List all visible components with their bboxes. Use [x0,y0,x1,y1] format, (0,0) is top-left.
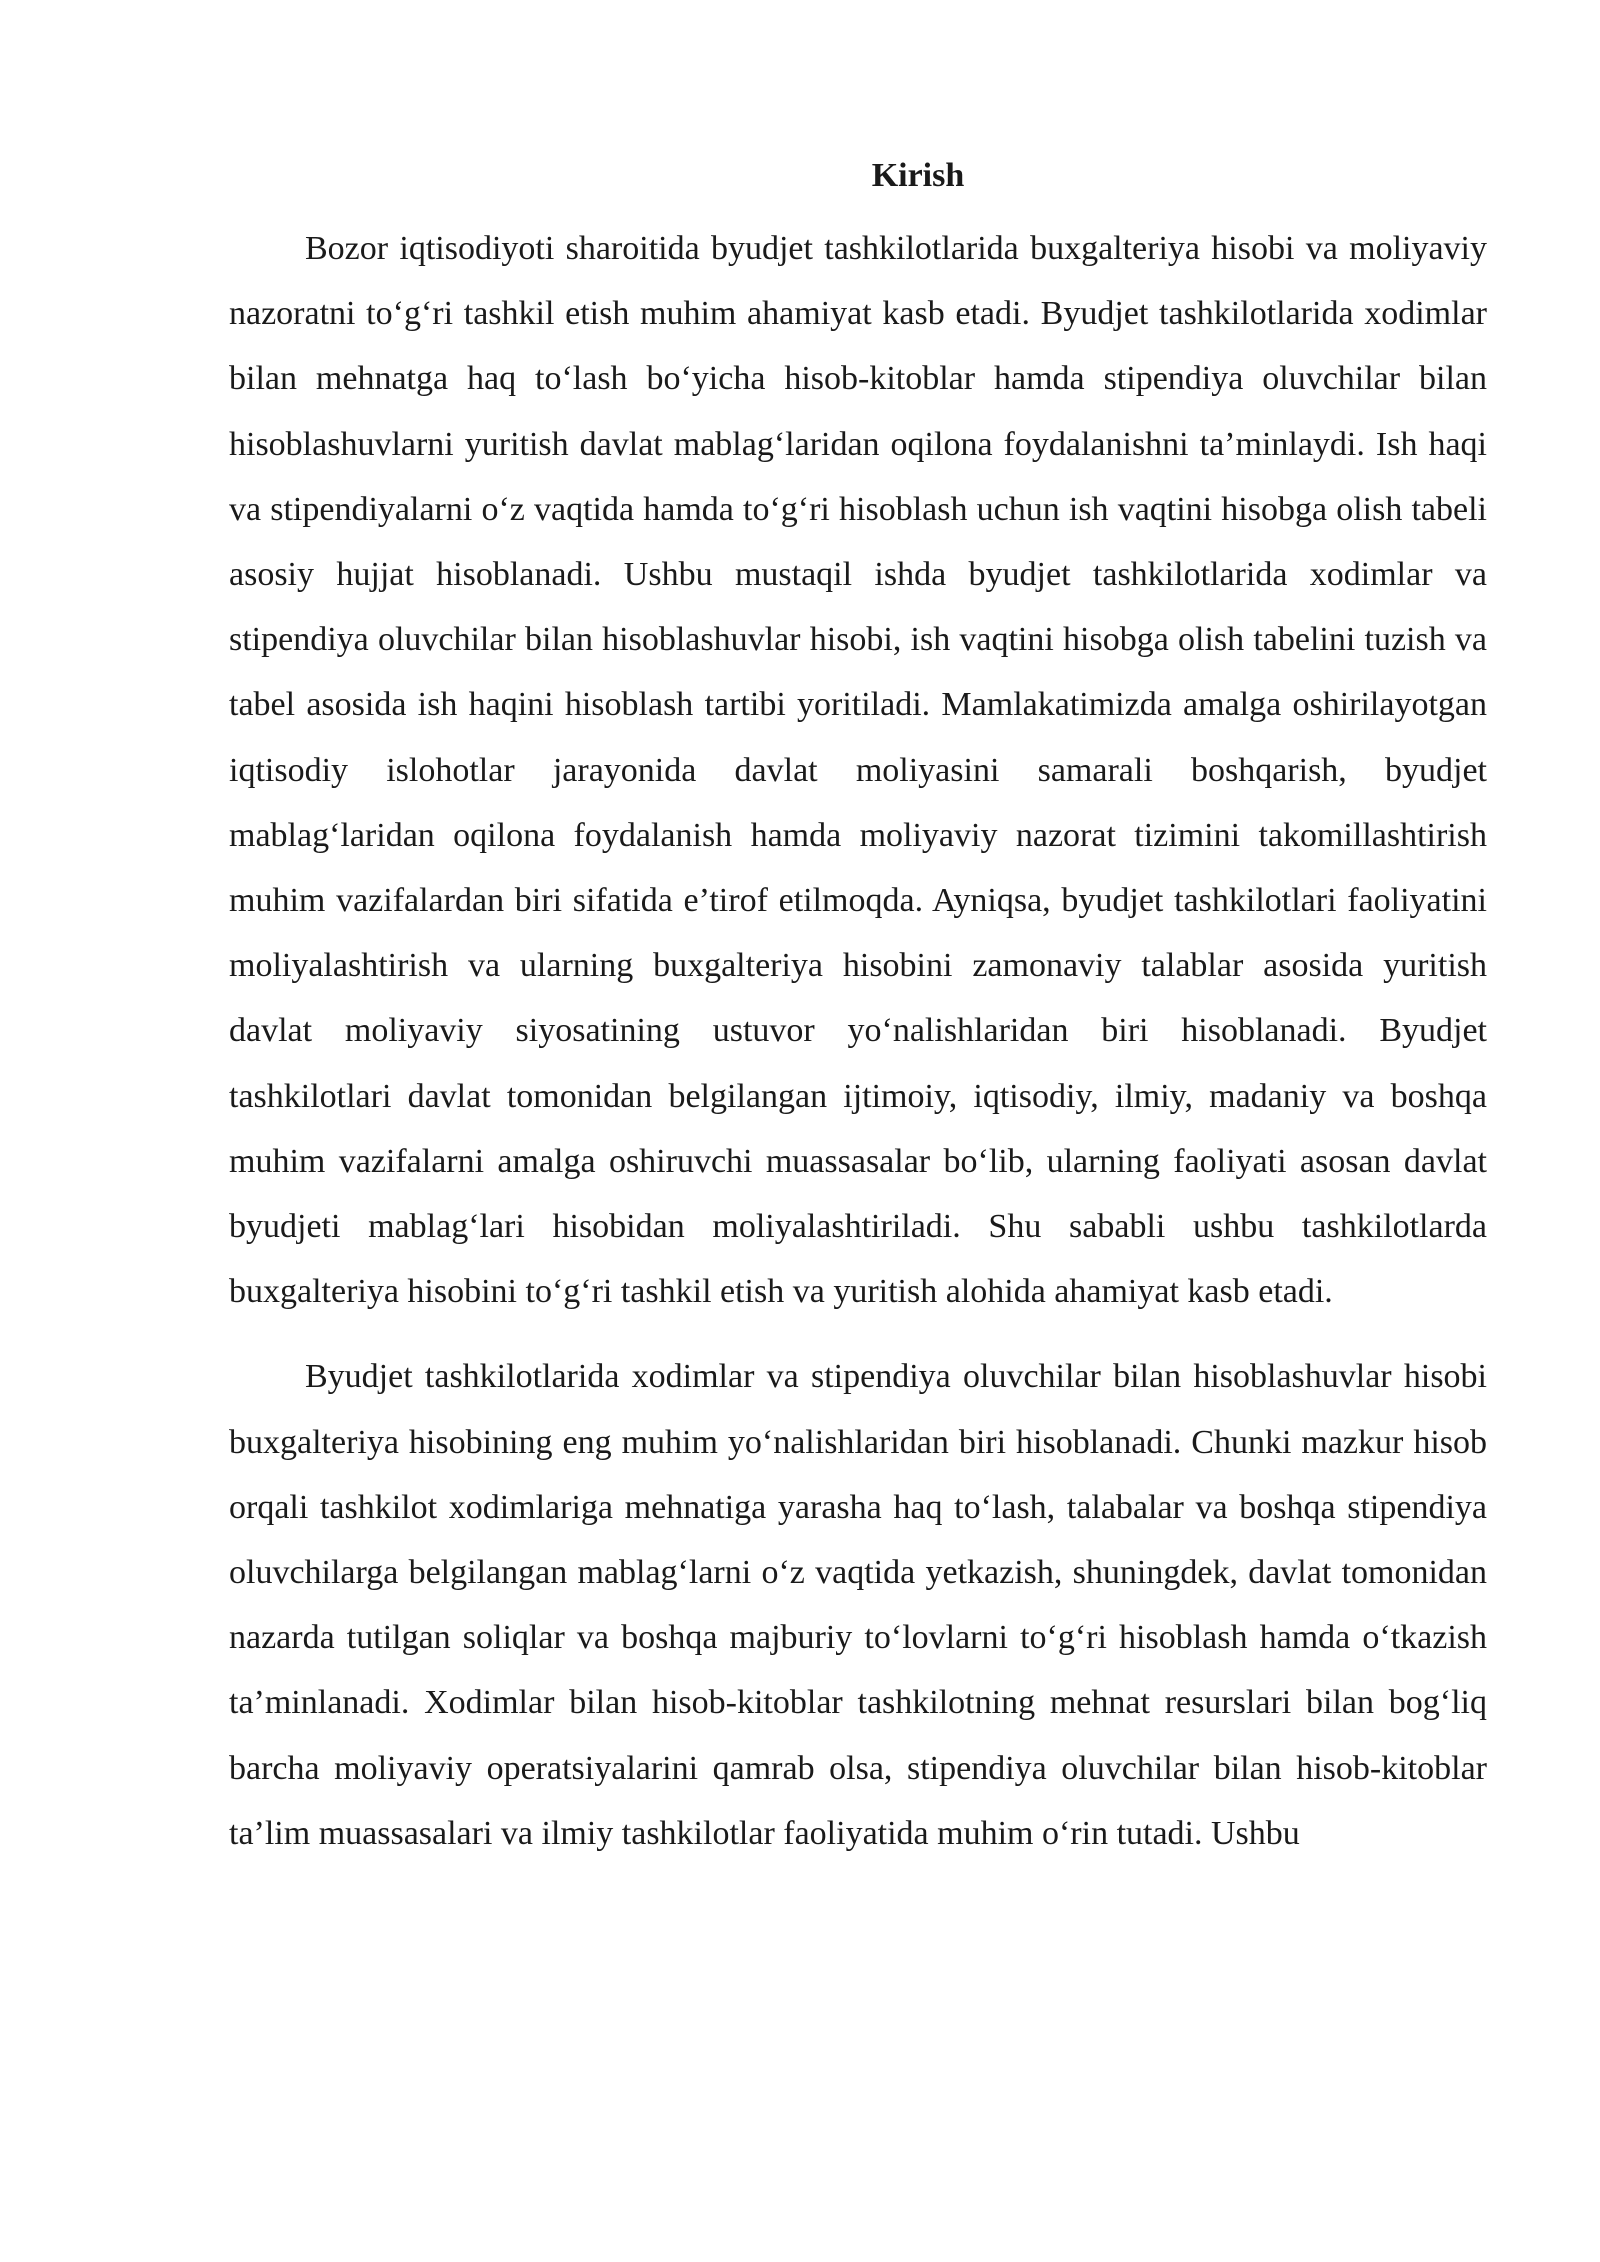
paragraph-2: Byudjet tashkilotlarida xodimlar va stipendiya oluvchilar bilan hisoblashuvlar hisobi buxgalteriya hisobining eng muhim yo‘nalishlaridan biri hisoblanadi. Chunki mazkur hisob orqali tashkilot xodimlariga mehnatiga yarasha haq to‘lash, talabalar va boshqa stipendiya oluvchilarga belgilangan mablag‘larni o‘z vaqtida yetkazish, shuningdek, davlat tomonidan nazarda tutilgan soliqlar va boshqa majburiy to‘lovlarni to‘g‘ri hisoblash hamda o‘tkazish ta’minlanadi. Xodimlar bilan hisob-kitoblar tashkilotning mehnat resurslari bilan bog‘liq barcha moliyaviy operatsiyalarini qamrab olsa, stipendiya oluvchilar bilan hisob-kitoblar ta’lim muassasalari va ilmiy tashkilotlar faoliyatida muhim o‘rin tutadi. Ushbu [229,1358,1487,1852]
paragraph-1: Bozor iqtisodiyoti sharoitida byudjet tashkilotlarida buxgalteriya hisobi va moliyaviy nazoratni to‘g‘ri tashkil etish muhim ahamiyat kasb etadi. Byudjet tashkilotlarida xodimlar bilan mehnatga haq to‘lash bo‘yicha hisob-kitoblar hamda stipendiya oluvchilar bilan hisoblashuvlarni yuritish davlat mablag‘laridan oqilona foydalanishni ta’minlaydi. Ish haqi va stipendiyalarni o‘z vaqtida hamda to‘g‘ri hisoblash uchun ish vaqtini hisobga olish tabeli asosiy hujjat hisoblanadi. Ushbu mustaqil ishda byudjet tashkilotlarida xodimlar va stipendiya oluvchilar bilan hisoblashuvlar hisobi, ish vaqtini hisobga olish tabelini tuzish va tabel asosida ish haqini hisoblash tartibi yoritiladi. Mamlakatimizda amalga oshirilayotgan iqtisodiy islohotlar jarayonida davlat moliyasini samarali boshqarish, byudjet mablag‘laridan oqilona foydalanish hamda moliyaviy nazorat tizimini takomillashtirish muhim vazifalardan biri sifatida e’tirof etilmoqda. Ayniqsa, byudjet tashkilotlari faoliyatini moliyalashtirish va ularning buxgalteriya hisobini zamonaviy talablar asosida yuritish davlat moliyaviy siyosatining ustuvor yo‘nalishlaridan biri hisoblanadi. Byudjet tashkilotlari davlat tomonidan belgilangan ijtimoiy, iqtisodiy, ilmiy, madaniy va boshqa muhim vazifalarni amalga oshiruvchi muassasalar bo‘lib, ularning faoliyati asosan davlat byudjeti mablag‘lari hisobidan moliyalashtiriladi. Shu sababli ushbu tashkilotlarda buxgalteriya hisobini to‘g‘ri tashkil etish va yuritish alohida ahamiyat kasb etadi. [229,230,1487,1311]
document-title: Kirish [871,157,965,194]
page-content [229,150,1487,1886]
